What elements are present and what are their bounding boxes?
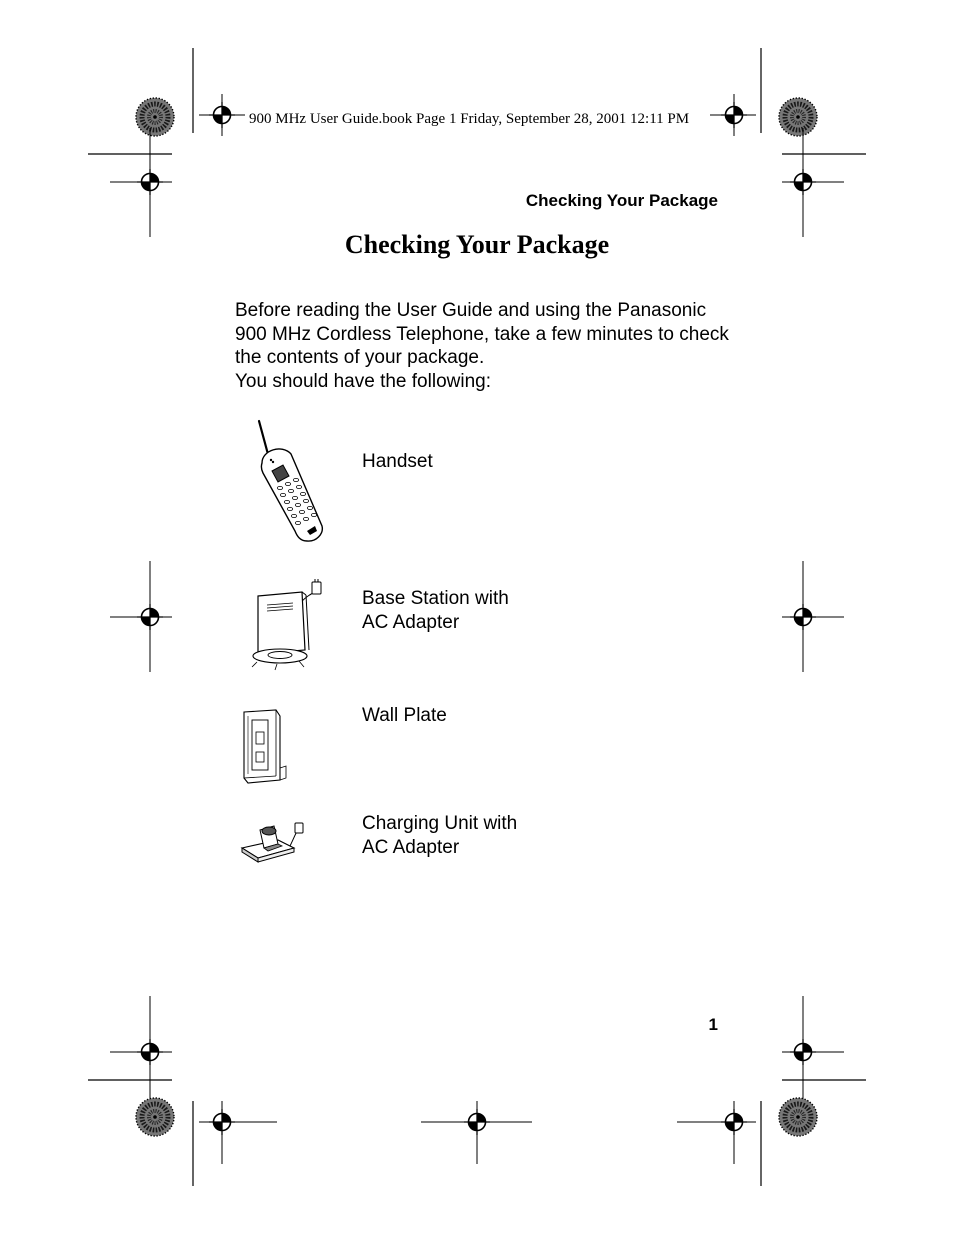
print-slug: 900 MHz User Guide.book Page 1 Friday, September 28, 2001 12:11 PM (249, 111, 690, 127)
item-label-base-station: Base Station with AC Adapter (362, 588, 509, 633)
running-head: Checking Your Package (525, 191, 718, 210)
page-number: 1 (708, 1015, 718, 1034)
intro-paragraph: Before reading the User Guide and using the Panasonic 900 MHz Cordless Telephone, take a few minutes to check the contents of your package. (235, 300, 729, 368)
intro-text (235, 299, 735, 393)
item-label-handset: Handset (362, 451, 433, 472)
handset-icon (252, 418, 327, 546)
item-label-wall-plate: Wall Plate (362, 705, 447, 726)
base-station-icon (249, 578, 329, 675)
charging-unit-icon (238, 818, 308, 868)
intro-lead-in: You should have the following: (235, 370, 491, 392)
wall-plate-icon (240, 708, 290, 786)
item-label-charging-unit: Charging Unit with AC Adapter (362, 813, 518, 858)
page-title: Checking Your Package (344, 230, 610, 259)
